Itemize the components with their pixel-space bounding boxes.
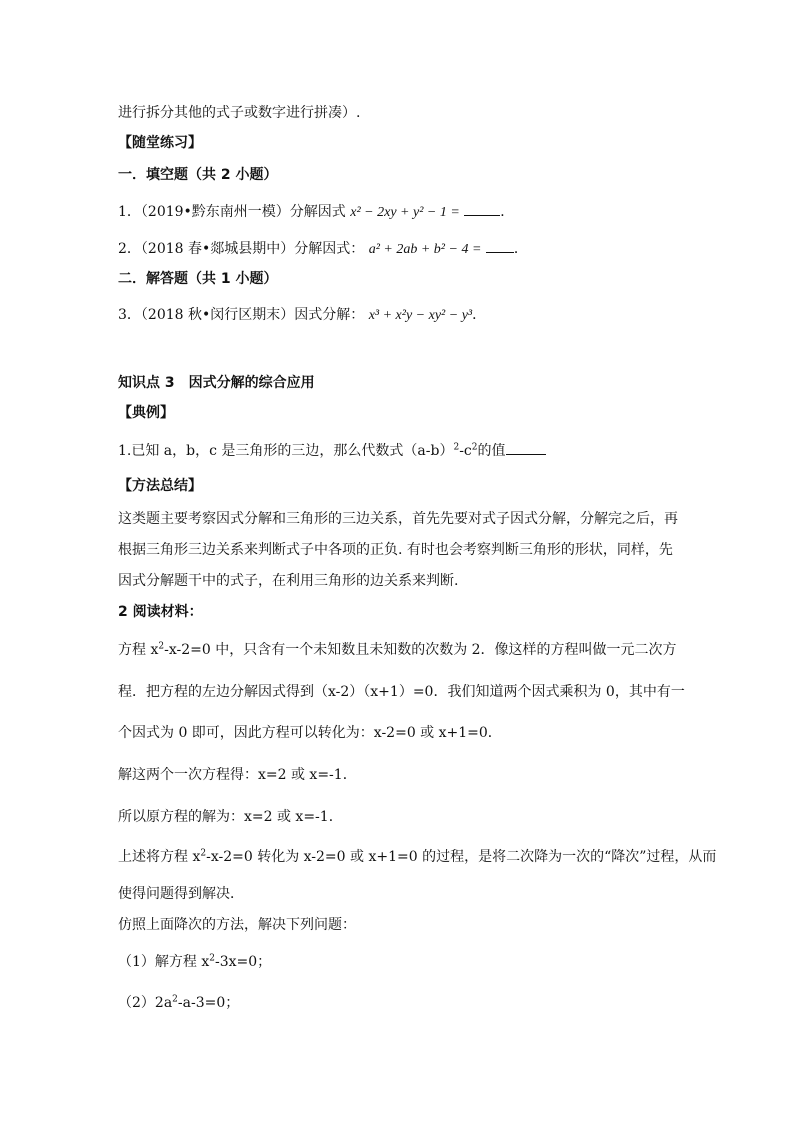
ex1-sup: 2 <box>453 442 460 453</box>
example-1 <box>118 442 546 460</box>
p1-text-b: -3x=0； <box>215 954 272 970</box>
reading-line-7: 使得问题得到解决． <box>118 886 244 902</box>
question-2 <box>118 240 528 259</box>
reading-line-4: 解这两个一次方程得：x=2 或 x=-1． <box>118 767 357 783</box>
heading-method: 【方法总结】 <box>118 478 202 494</box>
r1-sup: 2 <box>158 641 165 652</box>
problem-2 <box>118 994 239 1012</box>
reading-line-5: 所以原方程的解为：x=2 或 x=-1． <box>118 809 343 825</box>
reading-line-3: 个因式为 0 即可，因此方程可以转化为：x-2=0 或 x+1=0． <box>118 725 502 741</box>
answer-blank <box>506 442 546 455</box>
q2-text: 2．（2018 春•郯城县期中）分解因式： <box>118 241 365 257</box>
ex1-text: 1.已知 a，b，c 是三角形的三边，那么代数式（a-b） <box>118 443 454 459</box>
q3-end: ． <box>472 307 487 323</box>
ex1-mid: -c <box>459 443 472 459</box>
p1-sup: 2 <box>209 953 215 964</box>
ex1-end: 的值 <box>477 443 506 459</box>
answer-blank <box>486 240 514 253</box>
heading-example: 【典例】 <box>118 405 174 421</box>
knowledge-point-3: 知识点 3 因式分解的综合应用 <box>118 375 315 391</box>
question-3 <box>118 306 486 325</box>
problem-1 <box>118 953 271 971</box>
method-line-2: 根据三角形三边关系来判断式子中各项的正负. 有时也会考察判断三角形的形状，同样，先 <box>118 542 673 558</box>
r1-text-b: -x-2=0 中，只含有一个未知数且未知数的次数为 2．像这样的方程叫做一元二次方 <box>164 642 677 658</box>
reading-line-6 <box>118 848 716 866</box>
r6-sup: 2 <box>200 848 207 859</box>
question-1 <box>118 203 514 222</box>
reading-line-2: 程．把方程的左边分解因式得到（x-2）（x+1）=0．我们知道两个因式乘积为 0，其中有一 <box>118 684 685 700</box>
heading-practice: 【随堂练习】 <box>118 135 202 151</box>
method-line-1: 这类题主要考察因式分解和三角形的三边关系，首先先要对式子因式分解，分解完之后，再 <box>118 511 678 527</box>
section-answer: 二．解答题（共 1 小题） <box>118 271 278 287</box>
q1-end: ． <box>500 204 515 220</box>
q3-math: x³ + x²y − xy² − y³ <box>368 308 473 323</box>
method-line-3: 因式分解题干中的式子，在利用三角形的边关系来判断. <box>118 573 459 589</box>
q3-text: 3．（2018 秋•闵行区期末）因式分解： <box>118 307 365 323</box>
p2-text: （2）2a <box>118 995 173 1011</box>
q2-end: ． <box>513 241 528 257</box>
answer-blank <box>464 203 500 216</box>
r6-text-b: -x-2=0 转化为 x-2=0 或 x+1=0 的过程，是将二次降为一次的“降次”过程，从而 <box>206 849 717 865</box>
r6-text: 上述将方程 x <box>118 849 201 865</box>
r1-text: 方程 x <box>118 642 159 658</box>
ex1-sup: 2 <box>471 442 478 453</box>
text-line: 进行拆分其他的式子或数字进行拼凑）. <box>118 105 361 121</box>
q1-math: x² − 2xy + y² − 1 = <box>350 205 460 220</box>
section-fill-in: 一．填空题（共 2 小题） <box>118 167 278 183</box>
reading-line-1 <box>118 641 677 659</box>
p2-sup: 2 <box>172 994 178 1005</box>
p2-text-b: -a-3=0； <box>177 995 240 1011</box>
q2-math: a² + 2ab + b² − 4 = <box>368 242 482 257</box>
reading-title: 2 阅读材料： <box>118 604 203 620</box>
reading-line-8: 仿照上面降次的方法，解决下列问题： <box>118 917 356 933</box>
p1-text: （1）解方程 x <box>118 954 210 970</box>
q1-text: 1．（2019•黔东南州一模）分解因式 <box>118 204 346 220</box>
